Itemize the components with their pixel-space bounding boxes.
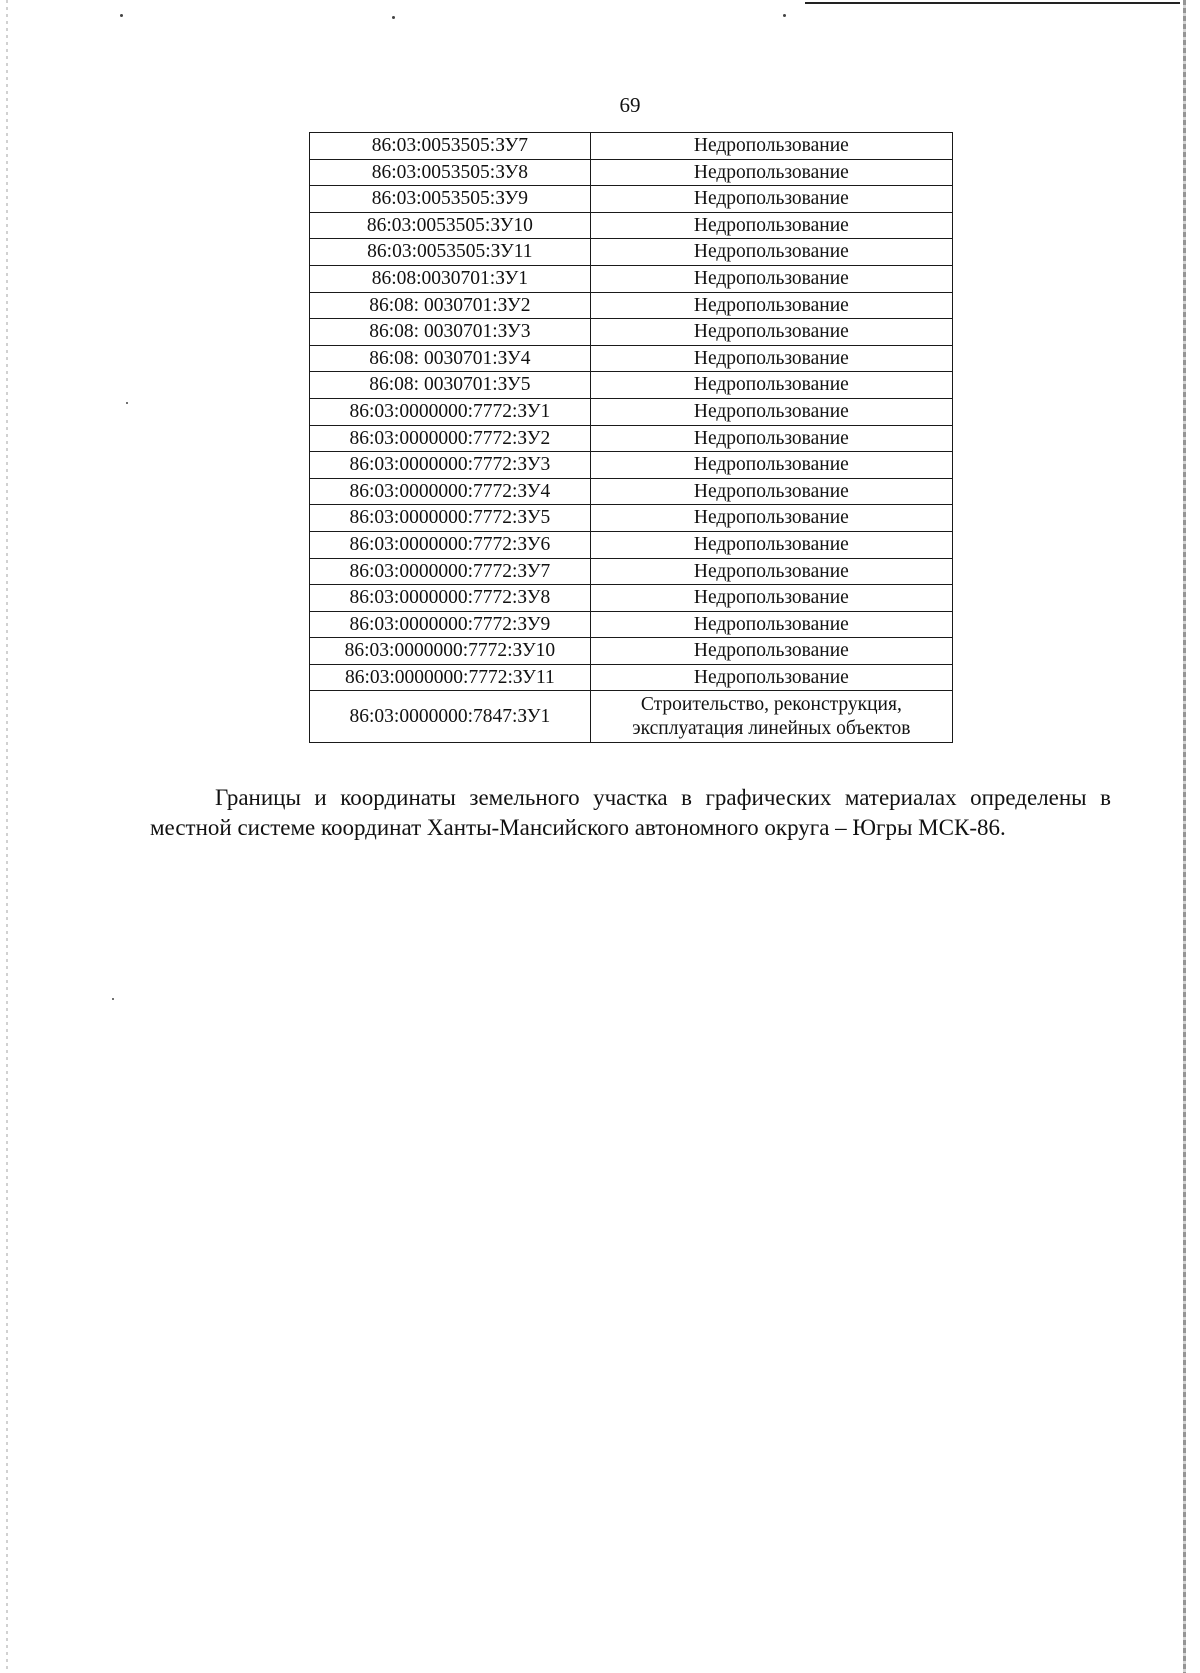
land-use-cell: Недропользование	[590, 664, 952, 691]
land-use-cell: Недропользование	[590, 398, 952, 425]
parcel-id-cell: 86:03:0053505:ЗУ7	[310, 133, 591, 160]
parcel-id-cell: 86:03:0000000:7847:ЗУ1	[310, 691, 591, 743]
parcel-id-cell: 86:08:0030701:ЗУ1	[310, 265, 591, 292]
table-row	[310, 265, 953, 292]
parcel-id-cell: 86:03:0000000:7772:ЗУ11	[310, 664, 591, 691]
table-row	[310, 159, 953, 186]
parcel-id-cell: 86:08: 0030701:ЗУ2	[310, 292, 591, 319]
table-row	[310, 558, 953, 585]
parcel-id-cell: 86:08: 0030701:ЗУ4	[310, 345, 591, 372]
body-paragraph: Границы и координаты земельного участка в графических материалах определены в местной системе координат Ханты-Мансийского автономного округа – Югры МСК-86.	[150, 785, 1111, 840]
table-row	[310, 372, 953, 399]
parcel-id-cell: 86:03:0000000:7772:ЗУ10	[310, 638, 591, 665]
table-row	[310, 531, 953, 558]
land-use-cell: Недропользование	[590, 265, 952, 292]
land-use-cell: Недропользование	[590, 531, 952, 558]
table-row	[310, 133, 953, 160]
parcel-table-body	[310, 133, 953, 743]
land-use-cell: Недропользование	[590, 478, 952, 505]
parcel-id-cell: 86:03:0000000:7772:ЗУ8	[310, 585, 591, 612]
table-row	[310, 505, 953, 532]
parcel-id-cell: 86:03:0000000:7772:ЗУ2	[310, 425, 591, 452]
table-row	[310, 212, 953, 239]
parcel-id-cell: 86:03:0000000:7772:ЗУ7	[310, 558, 591, 585]
land-use-cell: Недропользование	[590, 345, 952, 372]
land-use-cell: Недропользование	[590, 133, 952, 160]
land-use-cell: Недропользование	[590, 611, 952, 638]
table-row	[310, 585, 953, 612]
scan-edge-top	[805, 2, 1180, 4]
table-row	[310, 638, 953, 665]
parcel-id-cell: 86:03:0000000:7772:ЗУ1	[310, 398, 591, 425]
land-use-cell: Недропользование	[590, 505, 952, 532]
land-use-cell: Недропользование	[590, 372, 952, 399]
parcel-id-cell: 86:03:0053505:ЗУ11	[310, 239, 591, 266]
table-row	[310, 452, 953, 479]
table-row	[310, 478, 953, 505]
parcel-id-cell: 86:03:0000000:7772:ЗУ3	[310, 452, 591, 479]
parcel-id-cell: 86:03:0000000:7772:ЗУ5	[310, 505, 591, 532]
table-row	[310, 239, 953, 266]
land-use-cell: Недропользование	[590, 585, 952, 612]
parcel-id-cell: 86:03:0000000:7772:ЗУ6	[310, 531, 591, 558]
parcel-table	[309, 132, 953, 743]
table-row	[310, 319, 953, 346]
scan-speck	[120, 14, 123, 17]
scan-edge-left	[6, 0, 8, 1673]
scan-speck	[126, 402, 128, 404]
scan-speck	[392, 16, 395, 19]
land-use-cell: Недропользование	[590, 558, 952, 585]
parcel-id-cell: 86:03:0000000:7772:ЗУ4	[310, 478, 591, 505]
parcel-id-cell: 86:08: 0030701:ЗУ5	[310, 372, 591, 399]
parcel-id-cell: 86:03:0053505:ЗУ8	[310, 159, 591, 186]
parcel-id-cell: 86:08: 0030701:ЗУ3	[310, 319, 591, 346]
table-row	[310, 664, 953, 691]
scan-speck	[783, 14, 786, 17]
table-row	[310, 345, 953, 372]
parcel-id-cell: 86:03:0000000:7772:ЗУ9	[310, 611, 591, 638]
page-number: 69	[619, 93, 641, 117]
land-use-cell: Недропользование	[590, 159, 952, 186]
land-use-cell: Недропользование	[590, 292, 952, 319]
land-use-cell: Недропользование	[590, 425, 952, 452]
land-use-cell: Недропользование	[590, 452, 952, 479]
land-use-cell: Недропользование	[590, 212, 952, 239]
scan-edge-right	[1183, 0, 1186, 1673]
table-row	[310, 398, 953, 425]
parcel-id-cell: 86:03:0053505:ЗУ10	[310, 212, 591, 239]
table-row	[310, 186, 953, 213]
table-row	[310, 292, 953, 319]
land-use-cell: Недропользование	[590, 186, 952, 213]
table-row	[310, 425, 953, 452]
table-row	[310, 611, 953, 638]
parcel-id-cell: 86:03:0053505:ЗУ9	[310, 186, 591, 213]
land-use-cell: Недропользование	[590, 319, 952, 346]
land-use-cell: Недропользование	[590, 638, 952, 665]
scan-speck	[112, 998, 114, 1000]
land-use-cell: Строительство, реконструкция, эксплуатация линейных объектов	[590, 691, 952, 743]
land-use-cell: Недропользование	[590, 239, 952, 266]
table-row	[310, 691, 953, 743]
